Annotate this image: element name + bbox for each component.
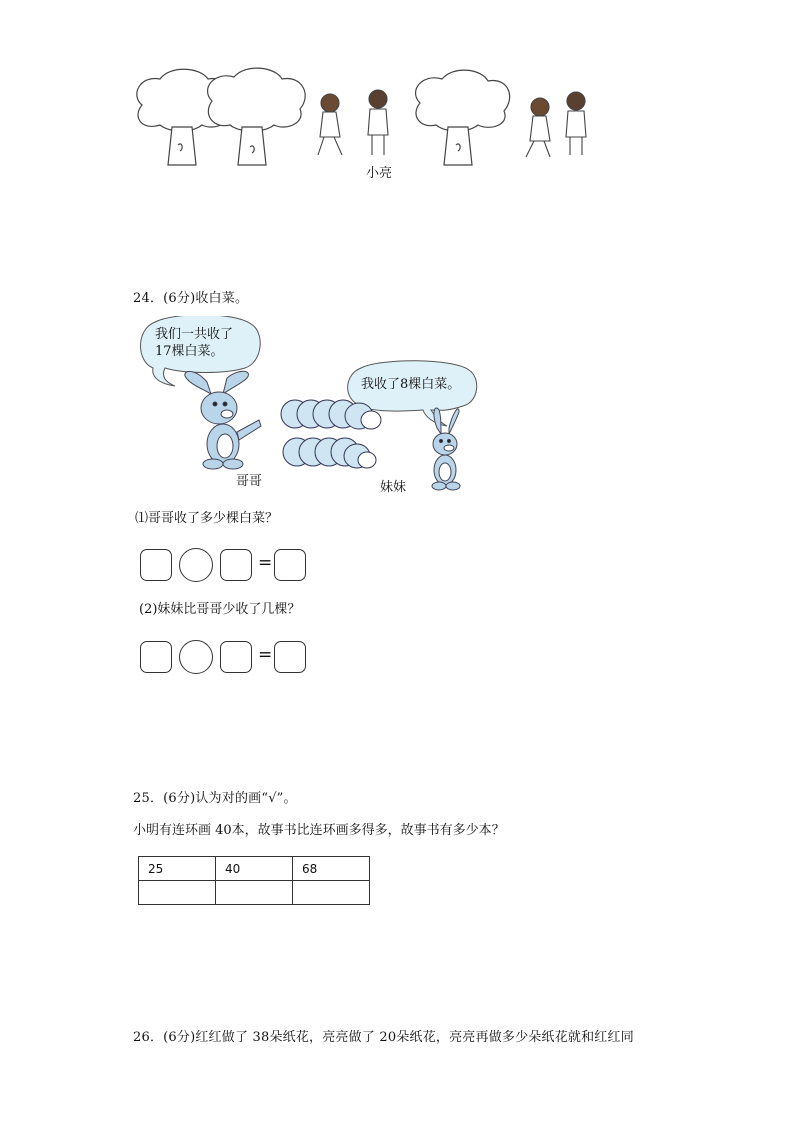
check-cell[interactable] <box>139 881 216 905</box>
brother-bubble-line2: 17棵白菜。 <box>155 344 224 359</box>
q24-title: 24．(6分)收白菜。 <box>133 291 249 306</box>
option-cell: 40 <box>216 857 293 881</box>
trees-children-illustration <box>130 65 610 175</box>
equals-sign: = <box>258 645 273 665</box>
check-cell[interactable] <box>293 881 370 905</box>
q24-sub1: ⑴哥哥收了多少棵白菜？ <box>135 511 279 526</box>
brother-bubble-line1: 我们一共收了 <box>155 327 234 342</box>
option-cell: 68 <box>293 857 370 881</box>
q25-options-table <box>138 856 370 905</box>
brother-rabbit-icon <box>185 371 261 469</box>
scene-caption-xiaoliang: 小亮 <box>366 166 393 181</box>
cabbage-group-top <box>281 400 381 429</box>
q26-title: 26．(6分)红红做了 38朵纸花，亮亮做了 20朵纸花，亮亮再做多少朵纸花就和红红同 <box>133 1030 634 1045</box>
answer-box[interactable] <box>220 641 252 673</box>
q25-title: 25．(6分)认为对的画“√”。 <box>133 791 297 806</box>
result-box[interactable] <box>274 549 306 581</box>
answer-box[interactable] <box>140 641 172 673</box>
sister-label: 妹妹 <box>380 480 407 495</box>
sister-rabbit-icon <box>432 408 460 490</box>
cabbage-group-bottom <box>283 438 376 468</box>
operator-circle[interactable] <box>179 548 213 582</box>
check-cell[interactable] <box>216 881 293 905</box>
check-row <box>139 881 370 905</box>
option-cell: 25 <box>139 857 216 881</box>
equals-sign: = <box>258 553 273 573</box>
brother-label: 哥哥 <box>236 474 263 489</box>
q24-sub2: (2)妹妹比哥哥少收了几棵？ <box>139 602 301 617</box>
sister-bubble-text: 我收了8棵白菜。 <box>361 377 461 392</box>
options-row <box>139 857 370 881</box>
answer-box[interactable] <box>220 549 252 581</box>
q25-question: 小明有连环画 40本，故事书比连环画多得多，故事书有多少本？ <box>133 823 505 838</box>
operator-circle[interactable] <box>179 640 213 674</box>
answer-box[interactable] <box>140 549 172 581</box>
result-box[interactable] <box>274 641 306 673</box>
